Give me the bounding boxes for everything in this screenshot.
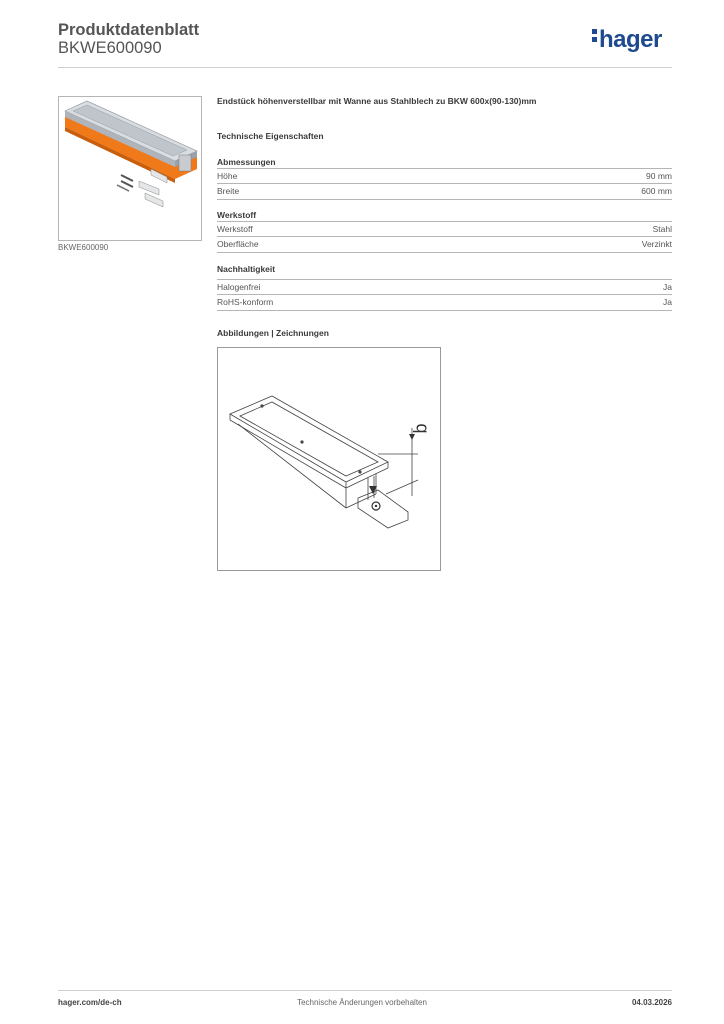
footer-website[interactable]: hager.com/de-ch bbox=[58, 998, 122, 1007]
spec-value: Ja bbox=[663, 282, 672, 292]
spec-label: Werkstoff bbox=[217, 224, 253, 234]
technical-properties-heading: Technische Eigenschaften bbox=[217, 131, 324, 141]
spec-value: Ja bbox=[663, 297, 672, 307]
spec-row-halogenfrei bbox=[217, 279, 672, 295]
dimension-label-b: b bbox=[410, 423, 431, 434]
product-image bbox=[58, 96, 202, 241]
article-number: BKWE600090 bbox=[58, 39, 162, 57]
technical-drawing bbox=[217, 347, 441, 571]
product-photo-icon bbox=[59, 97, 201, 240]
spec-row-oberflaeche bbox=[217, 236, 672, 253]
spec-label: Höhe bbox=[217, 171, 238, 181]
product-image-caption: BKWE600090 bbox=[58, 243, 109, 252]
sustainability-heading: Nachhaltigkeit bbox=[217, 264, 276, 274]
spec-row-rohs bbox=[217, 294, 672, 311]
footer-date: 04.03.2026 bbox=[631, 998, 672, 1007]
spec-label: Breite bbox=[217, 186, 240, 196]
spec-value: 600 mm bbox=[641, 186, 672, 196]
footer-divider bbox=[58, 990, 672, 991]
product-description: Endstück höhenverstellbar mit Wanne aus Stahlblech zu BKW 600x(90-130)mm bbox=[217, 96, 537, 106]
technical-drawing-icon bbox=[218, 348, 440, 570]
spec-row-hoehe bbox=[217, 168, 672, 184]
drawings-heading: Abbildungen | Zeichnungen bbox=[217, 328, 329, 338]
spec-value: Stahl bbox=[652, 224, 672, 234]
logo-text: hager bbox=[599, 26, 662, 53]
spec-row-breite bbox=[217, 183, 672, 200]
material-heading: Werkstoff bbox=[217, 210, 257, 220]
spec-value: 90 mm bbox=[646, 171, 672, 181]
logo-dots-icon bbox=[592, 26, 597, 45]
header-divider bbox=[58, 67, 672, 68]
spec-label: Oberfläche bbox=[217, 239, 259, 249]
hager-logo bbox=[592, 26, 662, 54]
dimensions-heading: Abmessungen bbox=[217, 157, 276, 167]
spec-value: Verzinkt bbox=[641, 239, 672, 249]
page-title: Produktdatenblatt bbox=[58, 21, 200, 39]
spec-label: RoHS-konform bbox=[217, 297, 274, 307]
spec-label: Halogenfrei bbox=[217, 282, 261, 292]
footer-notice: Technische Änderungen vorbehalten bbox=[297, 998, 427, 1007]
spec-row-werkstoff bbox=[217, 221, 672, 237]
